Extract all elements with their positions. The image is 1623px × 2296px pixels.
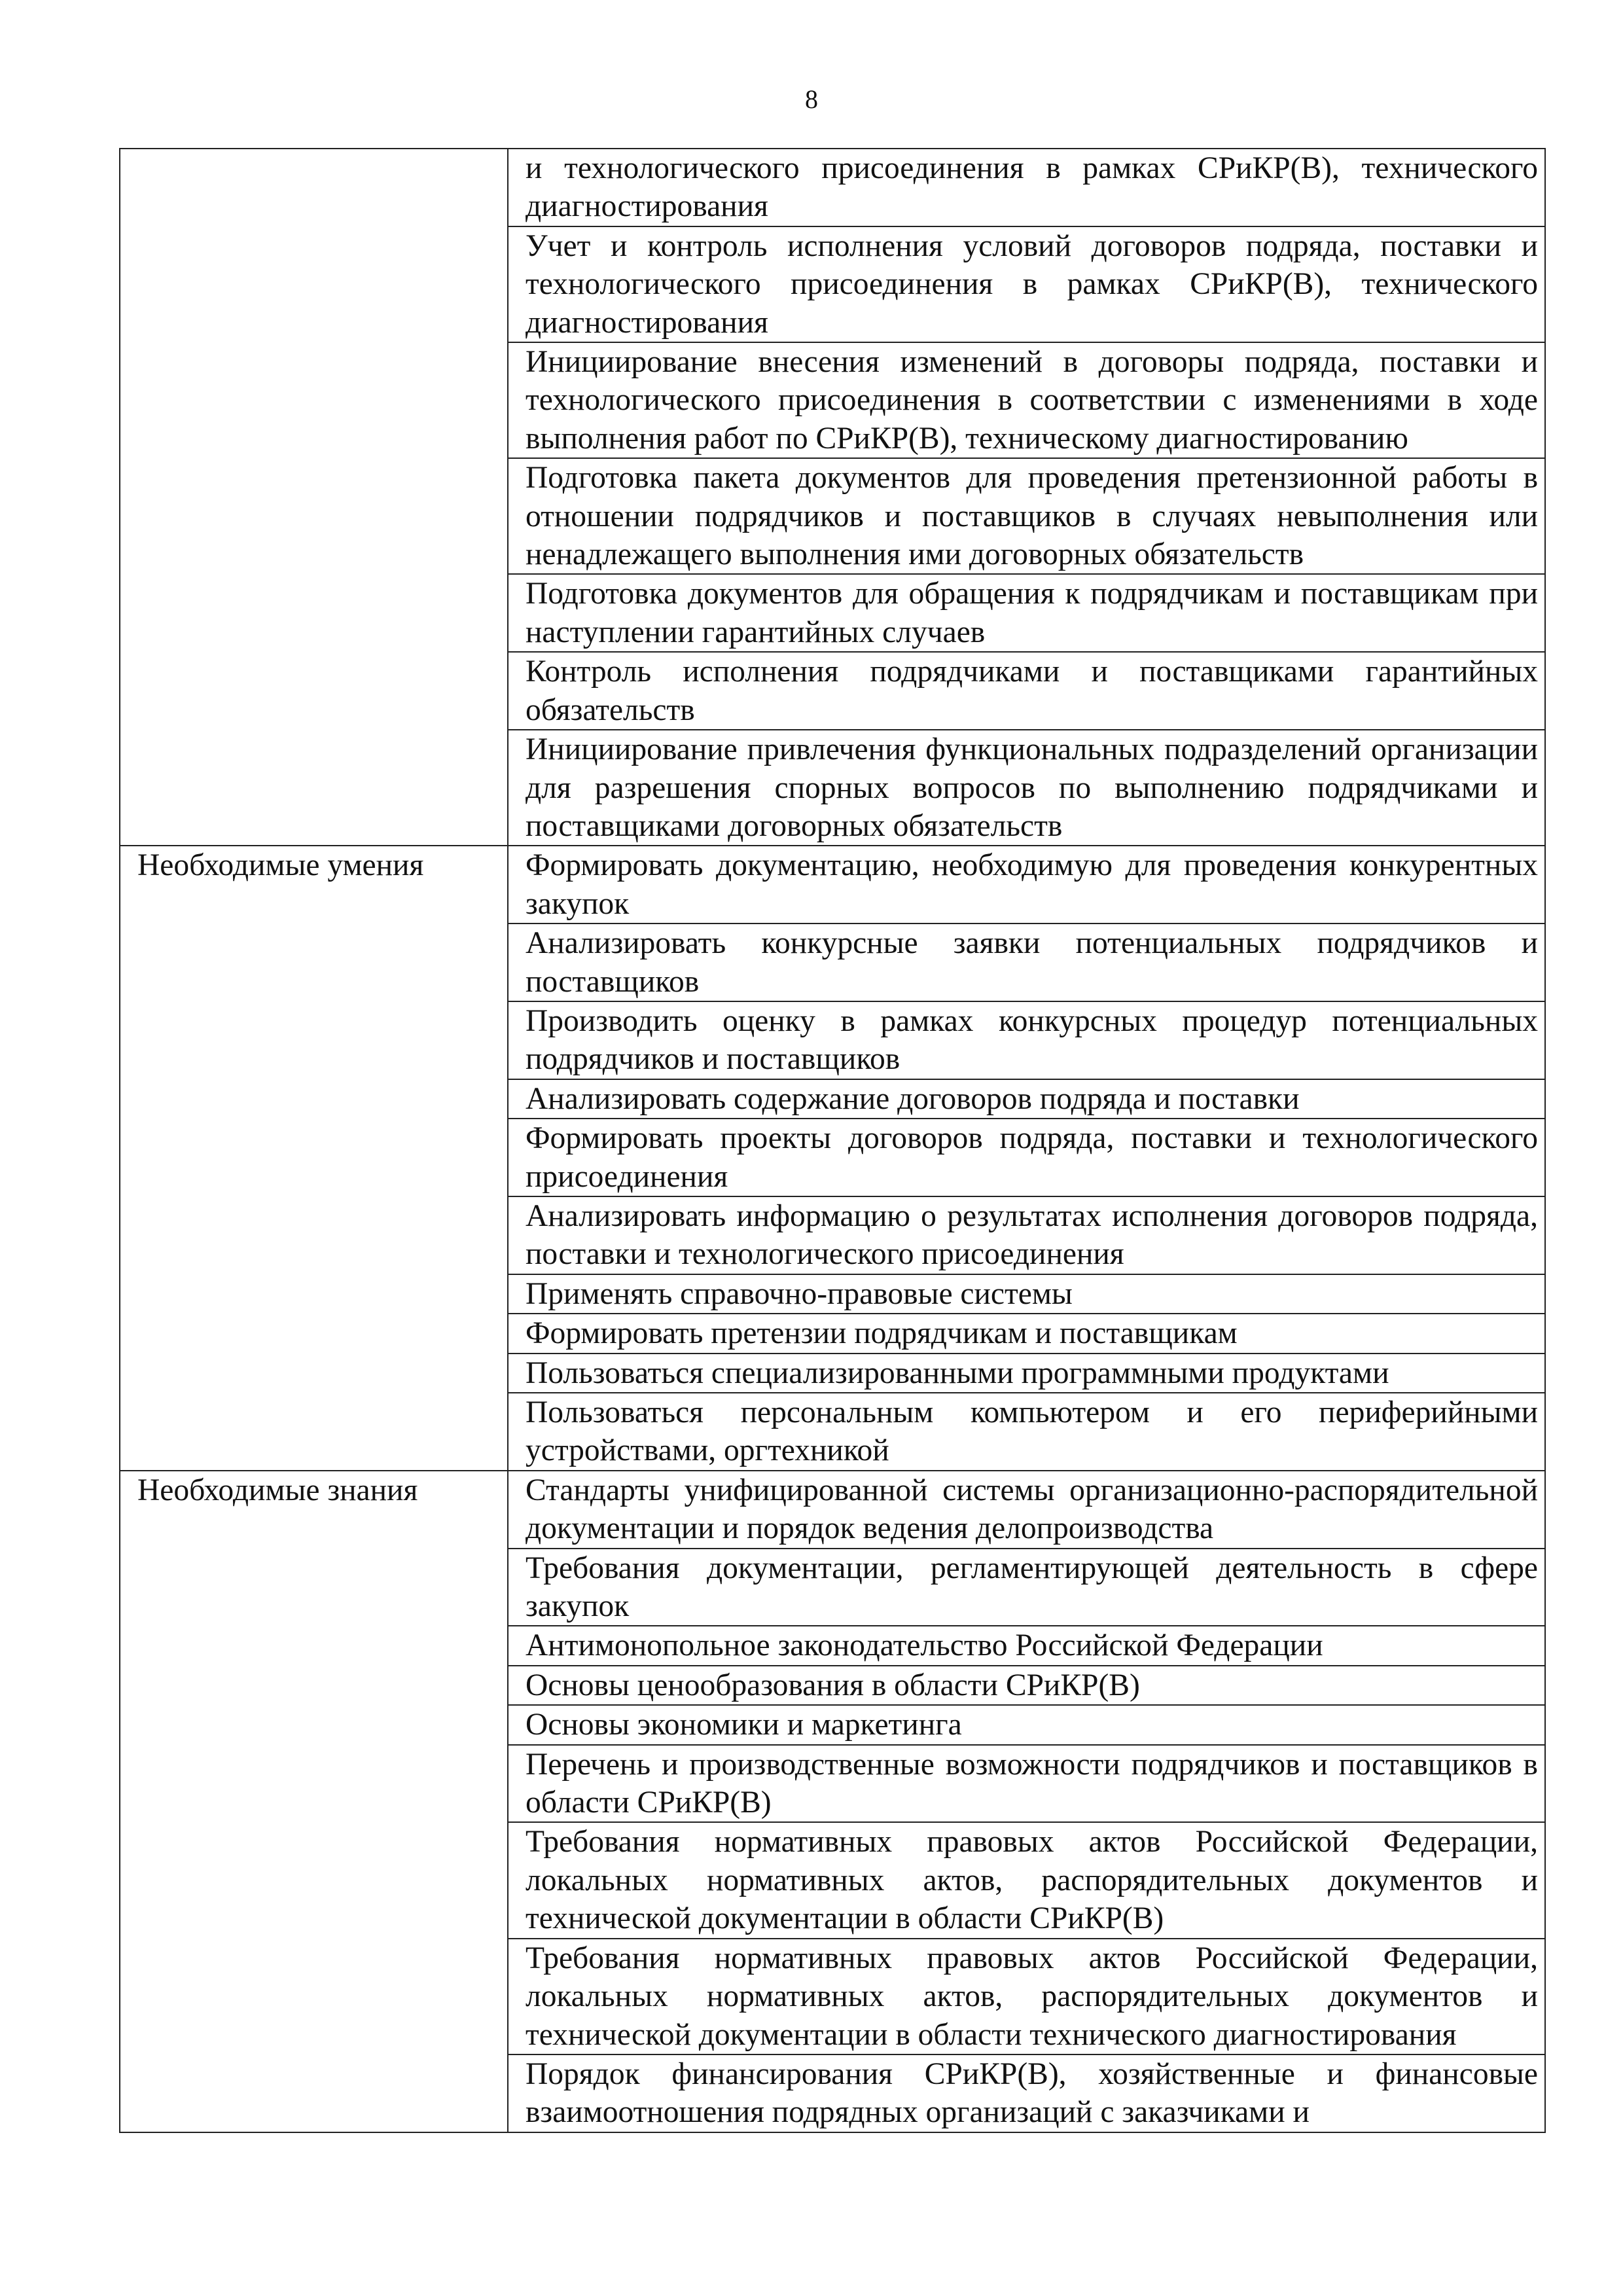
table-cell: Применять справочно-правовые системы — [508, 1274, 1545, 1314]
table-cell: Пользоваться специализированными программными продуктами — [508, 1354, 1545, 1393]
table-row — [120, 846, 1545, 924]
table-cell: Требования документации, регламентирующей деятельность в сфере закупок — [508, 1549, 1545, 1626]
page-number: 8 — [805, 84, 818, 114]
table-row — [120, 1471, 1545, 1549]
table-cell: Порядок финансирования СРиКР(В), хозяйственные и финансовые взаимоотношения подрядных организаций с заказчиками и — [508, 2054, 1545, 2132]
table-cell: Требования нормативных правовых актов Российской Федерации, локальных нормативных актов, распорядительных документов и технической документации в области технического диагностирования — [508, 1939, 1545, 2054]
table-cell: Анализировать конкурсные заявки потенциальных подрядчиков и поставщиков — [508, 924, 1545, 1001]
table-cell: Стандарты унифицированной системы организационно-распорядительной документации и порядок ведения делопроизводства — [508, 1471, 1545, 1549]
table-cell: Анализировать информацию о результатах исполнения договоров подряда, поставки и технологического присоединения — [508, 1196, 1545, 1274]
table-cell: Подготовка документов для обращения к подрядчикам и поставщикам при наступлении гарантийных случаев — [508, 574, 1545, 652]
table-cell: Требования нормативных правовых актов Российской Федерации, локальных нормативных актов, распорядительных документов и технической документации в области СРиКР(В) — [508, 1822, 1545, 1938]
table-cell: Анализировать содержание договоров подряда и поставки — [508, 1079, 1545, 1119]
section-label — [120, 149, 508, 846]
table-cell: Учет и контроль исполнения условий договоров подряда, поставки и технологического присоединения в рамках СРиКР(В), технического диагностирования — [508, 226, 1545, 342]
table-cell: Формировать документацию, необходимую для проведения конкурентных закупок — [508, 846, 1545, 924]
requirements-table — [119, 148, 1546, 2133]
table-cell: Производить оценку в рамках конкурсных процедур потенциальных подрядчиков и поставщиков — [508, 1001, 1545, 1079]
table-row — [120, 149, 1545, 226]
table-cell: Инициирование внесения изменений в договоры подряда, поставки и технологического присоединения в соответствии с изменениями в ходе выполнения работ по СРиКР(В), техническому диагностированию — [508, 342, 1545, 458]
table-cell: Основы экономики и маркетинга — [508, 1705, 1545, 1744]
table-cell: и технологического присоединения в рамках СРиКР(В), технического диагностирования — [508, 149, 1545, 226]
table-cell: Антимонопольное законодательство Российской Федерации — [508, 1626, 1545, 1665]
table-cell: Инициирование привлечения функциональных подразделений организации для разрешения спорных вопросов по выполнению подрядчиками и поставщиками договорных обязательств — [508, 730, 1545, 846]
table-cell: Формировать претензии подрядчикам и поставщикам — [508, 1314, 1545, 1353]
table-cell: Подготовка пакета документов для проведения претензионной работы в отношении подрядчиков и поставщиков в случаях невыполнения или ненадлежащего выполнения ими договорных обязательств — [508, 458, 1545, 574]
section-label-knowledge: Необходимые знания — [120, 1471, 508, 2132]
table-cell: Пользоваться персональным компьютером и его периферийными устройствами, оргтехникой — [508, 1393, 1545, 1471]
section-label-skills: Необходимые умения — [120, 846, 508, 1471]
table-cell: Формировать проекты договоров подряда, поставки и технологического присоединения — [508, 1119, 1545, 1196]
table-cell: Контроль исполнения подрядчиками и поставщиками гарантийных обязательств — [508, 652, 1545, 730]
table-cell: Перечень и производственные возможности подрядчиков и поставщиков в области СРиКР(В) — [508, 1745, 1545, 1823]
table-cell: Основы ценообразования в области СРиКР(В) — [508, 1666, 1545, 1705]
